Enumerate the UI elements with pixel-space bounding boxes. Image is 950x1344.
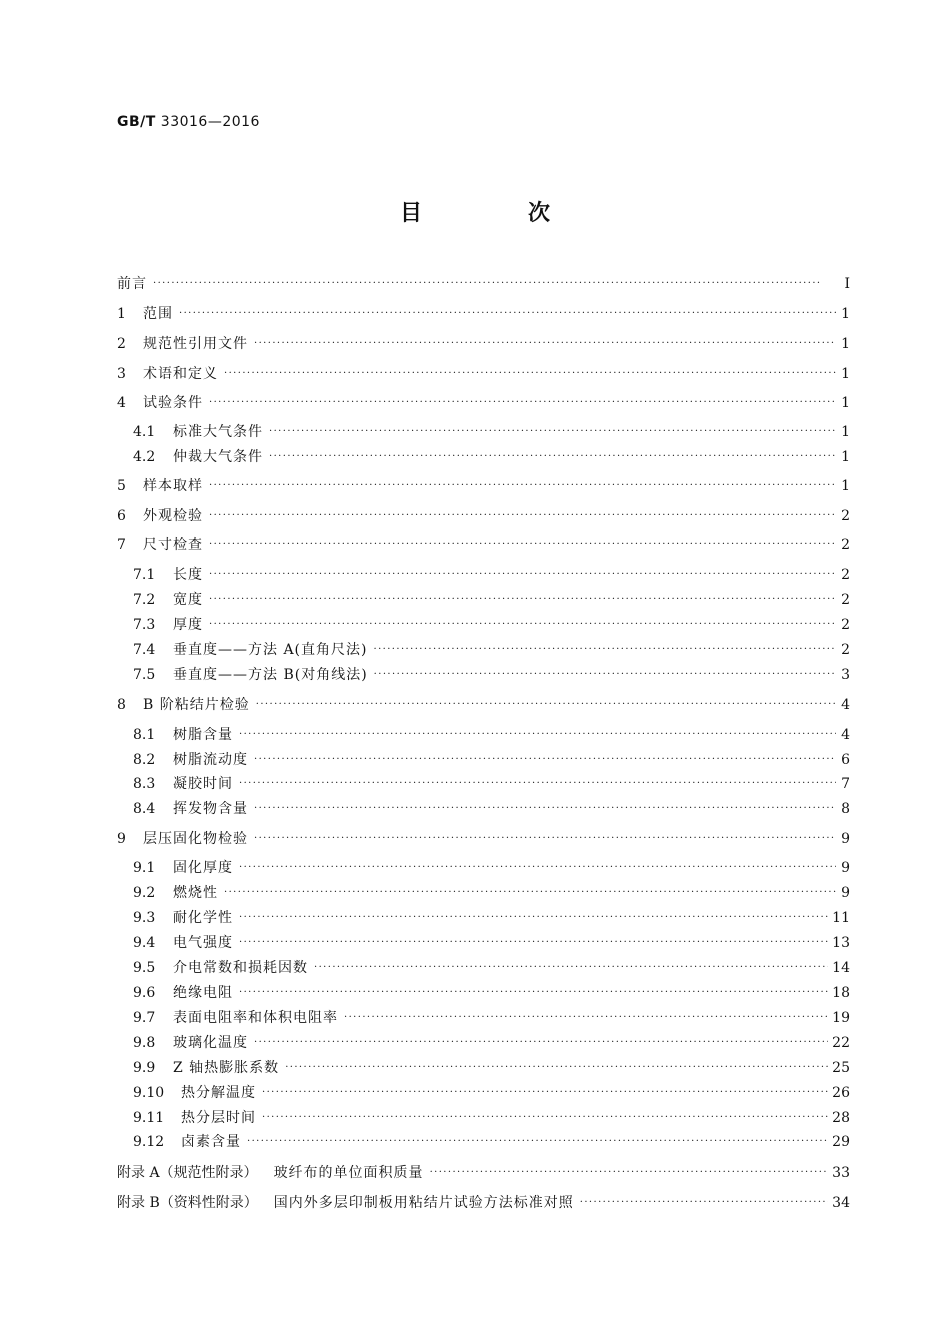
toc-entry-page: 1 bbox=[841, 366, 850, 382]
toc-entry-label: 挥发物含量 bbox=[173, 801, 248, 817]
toc-leader-dots bbox=[374, 664, 836, 686]
toc-entry-page: 2 bbox=[841, 592, 850, 608]
toc-entry[interactable] bbox=[117, 694, 850, 716]
toc-leader-dots bbox=[580, 1192, 828, 1214]
toc-leader-dots bbox=[239, 907, 828, 929]
toc-leader-dots bbox=[269, 446, 836, 468]
toc-entry[interactable] bbox=[117, 303, 850, 325]
toc-entry[interactable] bbox=[117, 363, 850, 385]
toc-leader-dots bbox=[239, 724, 836, 746]
toc-entry-label: 规范性引用文件 bbox=[143, 336, 248, 352]
toc-entry-page: 22 bbox=[832, 1035, 850, 1051]
toc-leader-dots bbox=[209, 475, 836, 497]
toc-leader-dots bbox=[314, 957, 828, 979]
toc-entry-label: 树脂含量 bbox=[173, 727, 233, 743]
toc-entry-number: 9.4 bbox=[133, 935, 156, 951]
toc-leader-dots bbox=[224, 363, 836, 385]
toc-entry-number: 7.3 bbox=[133, 617, 156, 633]
toc-entry[interactable] bbox=[117, 392, 850, 414]
toc-leader-dots bbox=[209, 392, 836, 414]
toc-entry-page: 13 bbox=[832, 935, 850, 951]
toc-leader-dots bbox=[224, 882, 836, 904]
toc-entry-number: 附录 B（资料性附录） bbox=[117, 1195, 258, 1211]
toc-entry-page: 33 bbox=[832, 1165, 850, 1181]
toc-entry[interactable] bbox=[117, 534, 850, 556]
toc-entry[interactable] bbox=[117, 505, 850, 527]
toc-entry[interactable] bbox=[133, 982, 850, 1004]
toc-entry-page: 2 bbox=[841, 617, 850, 633]
toc-entry[interactable] bbox=[133, 1107, 850, 1129]
toc-entry[interactable] bbox=[133, 421, 850, 443]
toc-entry-number: 7 bbox=[117, 537, 126, 553]
toc-entry-number: 9.6 bbox=[133, 985, 156, 1001]
toc-entry-number: 7.1 bbox=[133, 567, 156, 583]
toc-entry-label: 卤素含量 bbox=[181, 1134, 241, 1150]
page-title: 目 次 bbox=[399, 201, 592, 226]
toc-entry-label: 热分解温度 bbox=[181, 1085, 256, 1101]
toc-entry-label: 垂直度——方法 A(直角尺法) bbox=[173, 642, 368, 658]
standard-code-number: 33016—2016 bbox=[160, 114, 260, 130]
toc-entry-number: 9.9 bbox=[133, 1060, 156, 1076]
toc-entry-number: 9.8 bbox=[133, 1035, 156, 1051]
toc-leader-dots bbox=[262, 1107, 828, 1129]
toc-leader-dots bbox=[254, 333, 836, 355]
toc-entry-number: 8.4 bbox=[133, 801, 156, 817]
toc-leader-dots bbox=[373, 639, 836, 661]
toc-entry[interactable] bbox=[117, 333, 850, 355]
toc-entry-page: 4 bbox=[841, 697, 850, 713]
toc-entry[interactable] bbox=[133, 1032, 850, 1054]
toc-entry-number: 7.5 bbox=[133, 667, 156, 683]
toc-entry-number: 附录 A（规范性附录） bbox=[117, 1165, 258, 1181]
toc-entry[interactable] bbox=[117, 475, 850, 497]
toc-entry-label: 凝胶时间 bbox=[173, 776, 233, 792]
toc-entry-label: 燃烧性 bbox=[173, 885, 218, 901]
toc-entry[interactable] bbox=[133, 614, 850, 636]
toc-leader-dots bbox=[430, 1162, 829, 1184]
toc-entry-number: 1 bbox=[117, 306, 126, 322]
toc-leader-dots bbox=[239, 932, 828, 954]
toc-entry[interactable] bbox=[133, 446, 850, 468]
toc-entry[interactable] bbox=[133, 564, 850, 586]
toc-entry-label: 长度 bbox=[173, 567, 203, 583]
toc-entry-label: 范围 bbox=[143, 306, 173, 322]
toc-entry-page: 2 bbox=[841, 508, 850, 524]
toc-leader-dots bbox=[262, 1082, 828, 1104]
toc-entry-number: 9.5 bbox=[133, 960, 156, 976]
toc-entry-page: 25 bbox=[832, 1060, 850, 1076]
toc-entry-page: 29 bbox=[832, 1134, 850, 1150]
toc-entry[interactable] bbox=[133, 664, 850, 686]
toc-entry-label: 试验条件 bbox=[143, 395, 203, 411]
toc-leader-dots bbox=[254, 828, 836, 850]
toc-entry-page: 1 bbox=[841, 306, 850, 322]
toc-entry-number: 3 bbox=[117, 366, 126, 382]
toc-entry-label: 厚度 bbox=[173, 617, 203, 633]
toc-entry-page: 14 bbox=[832, 960, 850, 976]
toc-entry-page: 9 bbox=[841, 885, 850, 901]
toc-entry[interactable] bbox=[133, 932, 850, 954]
toc-entry-page: 19 bbox=[832, 1010, 850, 1026]
toc-entry[interactable] bbox=[117, 1162, 850, 1184]
toc-entry-label: 尺寸检查 bbox=[143, 537, 203, 553]
toc-entry[interactable] bbox=[117, 273, 850, 295]
toc-entry-page: 11 bbox=[832, 910, 850, 926]
toc-entry-number: 9.11 bbox=[133, 1110, 165, 1126]
toc-entry-label: Z 轴热膨胀系数 bbox=[173, 1060, 280, 1076]
toc-entry-label: 宽度 bbox=[173, 592, 203, 608]
toc-entry[interactable] bbox=[133, 724, 850, 746]
toc-entry-page: 18 bbox=[832, 985, 850, 1001]
toc-entry-label: 表面电阻率和体积电阻率 bbox=[173, 1010, 338, 1026]
toc-entry[interactable] bbox=[133, 749, 850, 771]
toc-entry-number: 5 bbox=[117, 478, 126, 494]
toc-entry-label: 仲裁大气条件 bbox=[173, 449, 263, 465]
toc-entry-page: 9 bbox=[841, 831, 850, 847]
toc-entry[interactable] bbox=[133, 907, 850, 929]
toc-entry-page: 9 bbox=[841, 860, 850, 876]
toc-entry-page: 2 bbox=[841, 567, 850, 583]
toc-entry-page: 4 bbox=[841, 727, 850, 743]
toc-entry-page: 28 bbox=[832, 1110, 850, 1126]
toc-entry-page: 1 bbox=[841, 424, 850, 440]
toc-entry-label: 玻纤布的单位面积质量 bbox=[273, 1165, 424, 1181]
toc-leader-dots bbox=[254, 749, 836, 771]
toc-entry-label: 绝缘电阻 bbox=[173, 985, 233, 1001]
toc-entry-number: 6 bbox=[117, 508, 126, 524]
toc-entry-label: 电气强度 bbox=[173, 935, 233, 951]
toc-entry[interactable] bbox=[133, 798, 850, 820]
toc-entry-number: 9.12 bbox=[133, 1134, 165, 1150]
toc-entry-number: 7.2 bbox=[133, 592, 156, 608]
toc-entry-label: 标准大气条件 bbox=[173, 424, 263, 440]
toc-entry-label: 耐化学性 bbox=[173, 910, 233, 926]
toc-entry-page: Ⅰ bbox=[844, 276, 850, 292]
toc-entry-label: 固化厚度 bbox=[173, 860, 233, 876]
toc-leader-dots bbox=[344, 1007, 828, 1029]
toc-leader-dots bbox=[239, 857, 836, 879]
toc-leader-dots bbox=[256, 694, 836, 716]
toc-entry-number: 2 bbox=[117, 336, 126, 352]
toc-entry-label: 术语和定义 bbox=[143, 366, 218, 382]
toc-entry[interactable] bbox=[117, 1192, 850, 1214]
toc-entry-page: 3 bbox=[841, 667, 850, 683]
toc-entry-number: 7.4 bbox=[133, 642, 156, 658]
toc-entry-page: 1 bbox=[841, 336, 850, 352]
toc-entry[interactable] bbox=[133, 1131, 850, 1153]
toc-entry[interactable] bbox=[133, 589, 850, 611]
toc-leader-dots bbox=[254, 798, 836, 820]
toc-entry-number: 4 bbox=[117, 395, 126, 411]
toc-entry-label: 介电常数和损耗因数 bbox=[173, 960, 308, 976]
toc-entry-number: 9.3 bbox=[133, 910, 156, 926]
toc-entry-number: 9.10 bbox=[133, 1085, 165, 1101]
toc-leader-dots bbox=[209, 534, 836, 556]
toc-leader-dots bbox=[254, 1032, 828, 1054]
toc-entry-page: 34 bbox=[832, 1195, 850, 1211]
toc-entry-label: 前言 bbox=[117, 276, 147, 292]
toc-entry-label: 外观检验 bbox=[143, 508, 203, 524]
toc-leader-dots bbox=[209, 564, 836, 586]
toc-entry-page: 6 bbox=[841, 752, 850, 768]
toc-entry[interactable] bbox=[133, 957, 850, 979]
toc-entry-label: 热分层时间 bbox=[181, 1110, 256, 1126]
toc-leader-dots bbox=[179, 303, 836, 325]
toc-entry[interactable] bbox=[133, 1082, 850, 1104]
toc-leader-dots bbox=[239, 773, 836, 795]
toc-entry-label: B 阶粘结片检验 bbox=[143, 697, 250, 713]
toc-entry-page: 1 bbox=[841, 449, 850, 465]
toc-leader-dots bbox=[269, 421, 836, 443]
toc-entry-page: 1 bbox=[841, 478, 850, 494]
toc-entry-number: 9 bbox=[117, 831, 126, 847]
toc-entry-label: 层压固化物检验 bbox=[143, 831, 248, 847]
toc-entry[interactable] bbox=[133, 857, 850, 879]
toc-leader-dots bbox=[153, 273, 836, 295]
toc-entry-number: 4.2 bbox=[133, 449, 156, 465]
toc-entry-number: 8.3 bbox=[133, 776, 156, 792]
toc-entry-page: 2 bbox=[841, 642, 850, 658]
toc-leader-dots bbox=[247, 1131, 828, 1153]
toc-leader-dots bbox=[209, 614, 836, 636]
toc-entry-number: 9.7 bbox=[133, 1010, 156, 1026]
toc-entry-label: 垂直度——方法 B(对角线法) bbox=[173, 667, 368, 683]
toc-entry-label: 样本取样 bbox=[143, 478, 203, 494]
toc-entry-number: 9.1 bbox=[133, 860, 156, 876]
toc-entry[interactable] bbox=[133, 882, 850, 904]
toc-entry-page: 8 bbox=[841, 801, 850, 817]
toc-entry-page: 2 bbox=[841, 537, 850, 553]
toc-leader-dots bbox=[209, 505, 836, 527]
toc-entry[interactable] bbox=[133, 1057, 850, 1079]
toc-entry-page: 1 bbox=[841, 395, 850, 411]
standard-code-prefix: GB/T bbox=[117, 114, 156, 130]
toc-entry-number: 8 bbox=[117, 697, 126, 713]
toc-entry-label: 国内外多层印制板用粘结片试验方法标准对照 bbox=[273, 1195, 574, 1211]
toc-entry-number: 8.2 bbox=[133, 752, 156, 768]
toc-leader-dots bbox=[239, 982, 828, 1004]
toc-entry-page: 7 bbox=[841, 776, 850, 792]
toc-entry[interactable] bbox=[133, 773, 850, 795]
toc-entry[interactable] bbox=[117, 828, 850, 850]
toc-entry-number: 8.1 bbox=[133, 727, 156, 743]
toc-entry-label: 树脂流动度 bbox=[173, 752, 248, 768]
toc-entry-number: 9.2 bbox=[133, 885, 156, 901]
toc-entry[interactable] bbox=[133, 639, 850, 661]
toc-leader-dots bbox=[285, 1057, 828, 1079]
toc-entry-label: 玻璃化温度 bbox=[173, 1035, 248, 1051]
toc-leader-dots bbox=[209, 589, 836, 611]
toc-entry-number: 4.1 bbox=[133, 424, 156, 440]
toc-entry-page: 26 bbox=[832, 1085, 850, 1101]
toc-entry[interactable] bbox=[133, 1007, 850, 1029]
